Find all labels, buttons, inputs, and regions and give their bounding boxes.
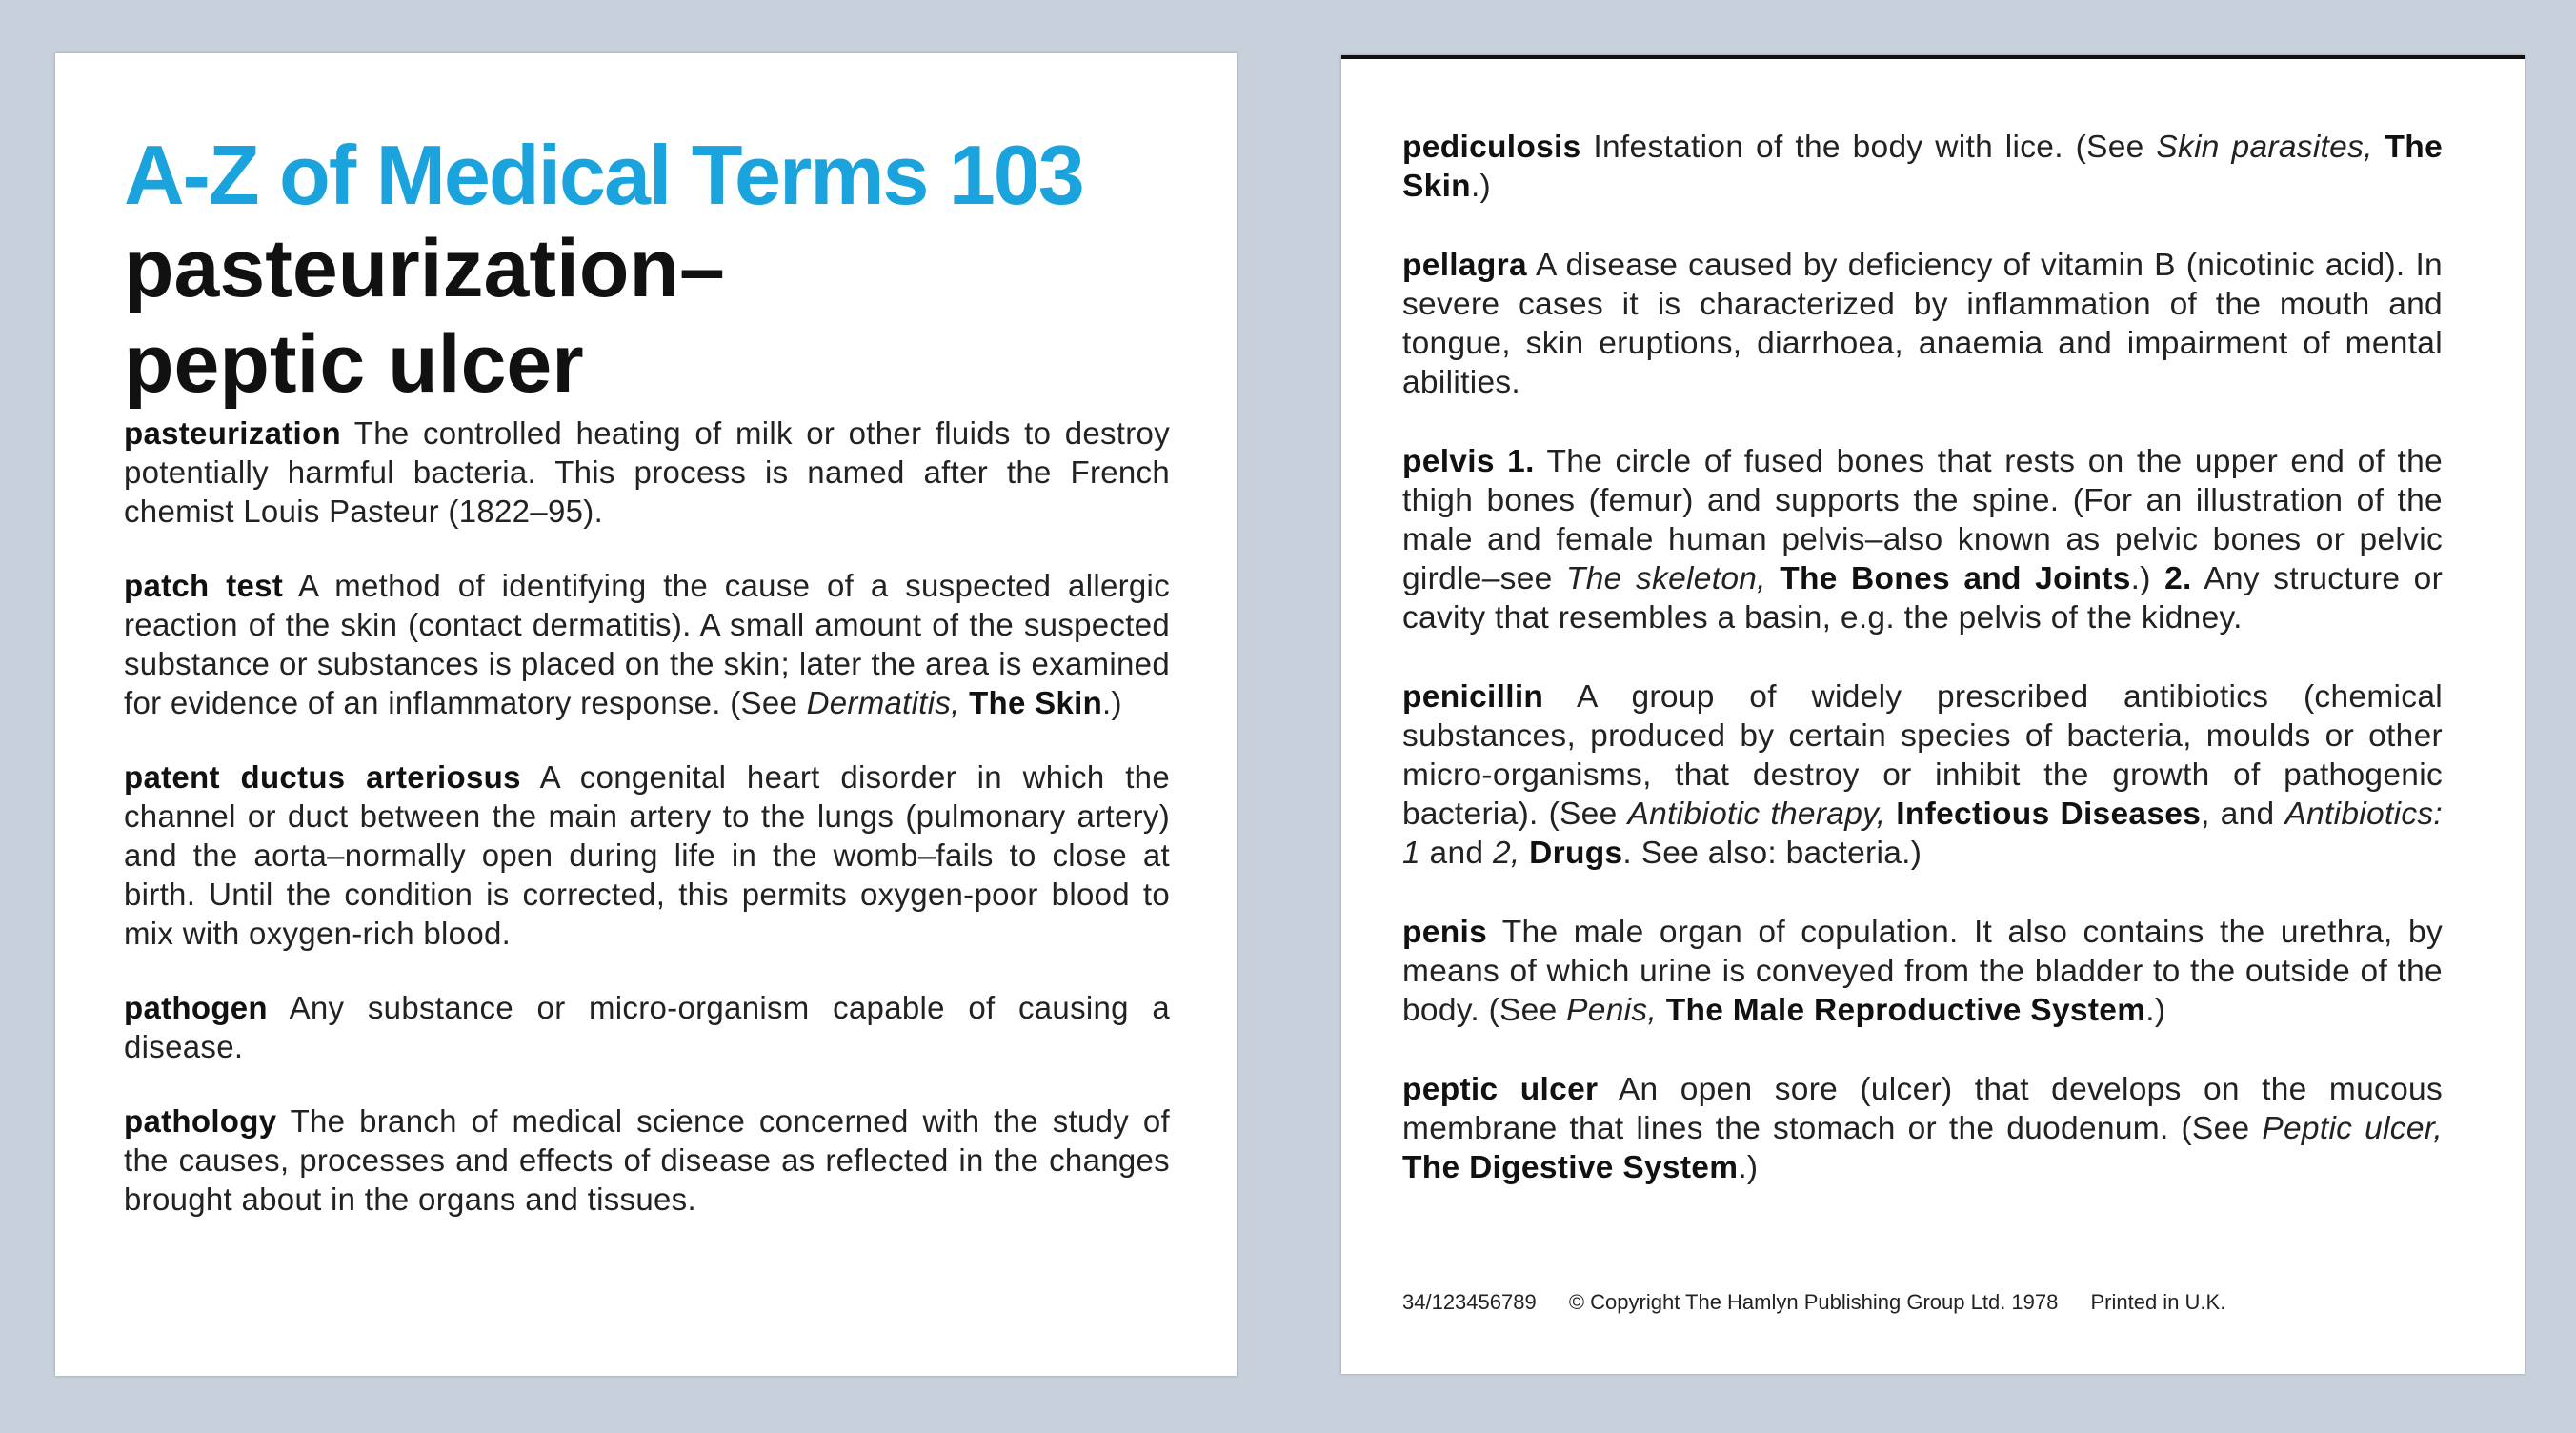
range-end-title: peptic ulcer	[124, 318, 584, 410]
entry-pellagra	[1402, 246, 2443, 402]
entry-term: penicillin	[1402, 679, 1544, 715]
entry-reference-bold: The Digestive System	[1402, 1150, 1739, 1185]
entry-end: .)	[1102, 685, 1122, 720]
card-back	[1341, 55, 2525, 1374]
entry-term: patent ductus arteriosus	[124, 759, 521, 795]
printed-in: Printed in U.K.	[2090, 1290, 2226, 1314]
entry-term: patch test	[124, 568, 284, 603]
entry-term: pediculosis	[1402, 130, 1581, 165]
entry-patent-ductus-arteriosus	[124, 757, 1170, 953]
entry-definition: Any substance or micro-organism capable of causing a disease.	[124, 990, 1170, 1064]
copyright-notice: © Copyright The Hamlyn Publishing Group Ltd. 1978	[1568, 1290, 2059, 1314]
entry-reference-bold: The Skin	[1402, 130, 2444, 204]
entry-term: penis	[1402, 915, 1487, 950]
entry-term: pathogen	[124, 990, 268, 1025]
entry-end: . See also: bacteria.)	[1622, 836, 1922, 871]
card-code: 34/123456789	[1402, 1290, 1537, 1314]
entry-reference-italic: 2,	[1492, 836, 1520, 871]
entry-pelvis	[1402, 442, 2443, 637]
entry-definition: The controlled heating of milk or other fluids to destroy potentially harmful bacteria. This process is named after the French chemist Louis Pasteur (1822–95).	[124, 415, 1171, 529]
entry-pediculosis	[1402, 128, 2443, 206]
entry-end: .)	[1470, 169, 1492, 204]
range-start-title: pasteurization–	[124, 223, 725, 314]
card-footer	[1402, 1290, 2225, 1315]
entry-definition: Infestation of the body with lice. (See	[1593, 130, 2144, 165]
entry-reference-italic: Skin parasites,	[2156, 130, 2373, 165]
entry-connector: and	[1429, 836, 1484, 871]
entry-reference-italic: Antibiotic therapy,	[1627, 797, 1886, 832]
series-title: A-Z of Medical Terms 103	[124, 128, 1083, 222]
entry-patch-test	[124, 566, 1170, 722]
entry-connector: , and	[2201, 797, 2275, 832]
entry-term: peptic ulcer	[1402, 1072, 1599, 1107]
entry-term: pelvis 1.	[1402, 444, 1535, 479]
entry-reference-italic: Peptic ulcer,	[2262, 1111, 2443, 1146]
entry-reference-italic: The skeleton,	[1565, 561, 1766, 596]
entry-reference-italic: Antibiotics: 1	[1402, 797, 2444, 871]
entry-reference-bold: The Male Reproductive System	[1665, 993, 2146, 1028]
entry-mid: .)	[2130, 561, 2151, 596]
entry-definition: The branch of medical science concerned with the study of the causes, processes and effects of disease as reflected in the changes brought about in the organs and tissues.	[124, 1103, 1170, 1217]
entry-term: pathology	[124, 1103, 277, 1139]
entry-reference-bold: Infectious Diseases	[1896, 797, 2202, 832]
entry-penicillin	[1402, 677, 2443, 873]
entry-pathology	[124, 1101, 1170, 1219]
entry-term: pellagra	[1402, 248, 1527, 283]
entry-term: pasteurization	[124, 415, 341, 451]
entry-sense-number: 2.	[2164, 561, 2192, 596]
entry-definition: A method of identifying the cause of a suspected allergic reaction of the skin (contact dermatitis). A small amount of the suspected substance or substances is placed on the skin; later the area is examined for evidence of an inflammatory response. (See	[124, 568, 1170, 720]
entry-end: .)	[1738, 1150, 1759, 1185]
entry-definition: An open sore (ulcer) that develops on the mucous membrane that lines the stomach or the duodenum. (See	[1402, 1072, 2443, 1146]
entry-end: .)	[2145, 993, 2166, 1028]
entry-pathogen	[124, 988, 1170, 1066]
entry-reference-bold: The Bones and Joints	[1780, 561, 2131, 596]
entry-reference-italic: Dermatitis,	[806, 685, 960, 720]
entry-definition: The circle of fused bones that rests on the upper end of the thigh bones (femur) and supports the spine. (For an illustration of the male and female human pelvis–also known as pelvic bones or pelvic girdle–see	[1402, 444, 2443, 596]
entry-reference-italic: Penis,	[1566, 993, 1658, 1028]
entry-pasteurization	[124, 414, 1170, 531]
entry-reference-bold: The Skin	[969, 685, 1103, 720]
card-front	[55, 53, 1237, 1376]
entry-definition: A congenital heart disorder in which the channel or duct between the main artery to the lungs (pulmonary artery) and the aorta–normally open during life in the womb–fails to close at birth. Until the condition is corrected, this permits oxygen-poor blood to mix with oxygen-rich blood.	[124, 759, 1170, 951]
entry-definition: A group of widely prescribed antibiotics (chemical substances, produced by certain species of bacteria, moulds or other micro-organisms, that destroy or inhibit the growth of pathogenic bacteria). (See	[1402, 679, 2444, 832]
entry-definition-2: Any structure or cavity that resembles a basin, e.g. the pelvis of the kidney.	[1402, 561, 2444, 636]
entry-definition: A disease caused by deficiency of vitamin B (nicotinic acid). In severe cases it is characterized by inflammation of the mouth and tongue, skin eruptions, diarrhoea, anaemia and impairment of mental abilities.	[1402, 248, 2443, 400]
entry-peptic-ulcer	[1402, 1070, 2443, 1187]
entry-reference-bold: Drugs	[1529, 836, 1623, 871]
entry-definition: The male organ of copulation. It also contains the urethra, by means of which urine is conveyed from the bladder to the outside of the body. (See	[1402, 915, 2443, 1028]
entry-penis	[1402, 913, 2443, 1030]
